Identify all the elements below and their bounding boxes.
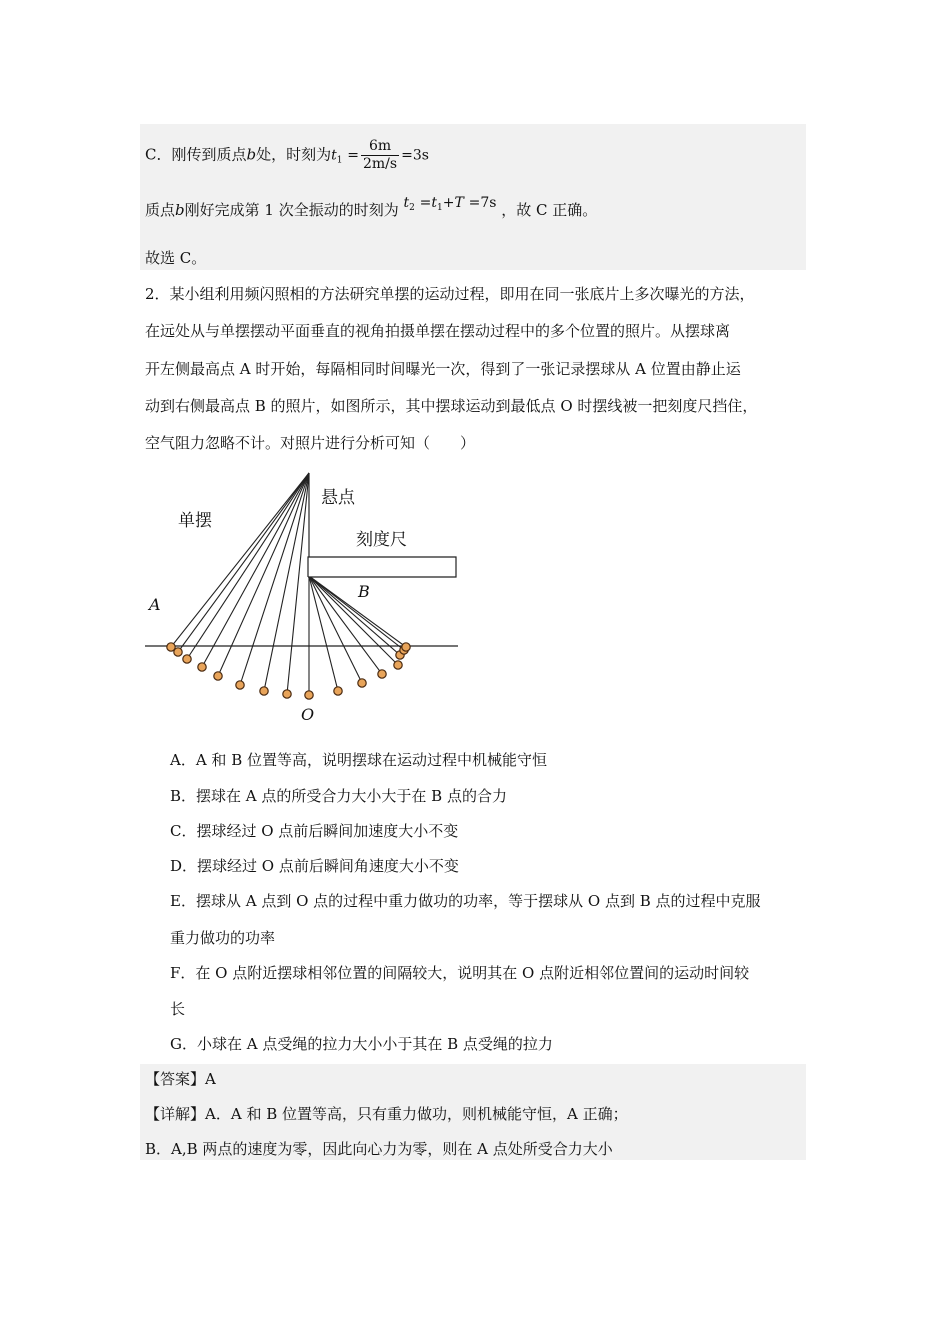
question-line-5: 空气阻力忽略不计。对照片进行分析可知（ ） bbox=[145, 434, 476, 452]
pendulum-string bbox=[309, 576, 362, 683]
label-O: O bbox=[301, 705, 315, 724]
option-e-cont: 重力做功的功率 bbox=[170, 929, 276, 947]
fraction-speed: $\frac{6m}{2m/s}$ bbox=[363, 138, 398, 172]
pendulum-string bbox=[309, 576, 400, 655]
label-pendulum: 单摆 bbox=[178, 511, 212, 531]
answer-value: A bbox=[205, 1070, 216, 1088]
pendulum-ball bbox=[198, 663, 206, 671]
pendulum-strings-left bbox=[171, 473, 309, 695]
pendulum-ball bbox=[260, 687, 268, 695]
pendulum-string bbox=[309, 576, 338, 691]
option-d: D．摆球经过 O 点前后瞬间角速度大小不变 bbox=[170, 857, 459, 875]
pendulum-string bbox=[187, 473, 309, 659]
option-a: A．A 和 B 位置等高，说明摆球在运动过程中机械能守恒 bbox=[170, 751, 547, 769]
pendulum-ball bbox=[334, 687, 342, 695]
option-c: C．摆球经过 O 点前后瞬间加速度大小不变 bbox=[170, 822, 459, 840]
pendulum-ball bbox=[283, 690, 291, 698]
question-number: 2． bbox=[145, 285, 170, 303]
option-f: F．在 O 点附近摆球相邻位置的间隔较大，说明其在 O 点附近相邻位置间的运动时间较 bbox=[170, 964, 750, 982]
prev-solution-conclusion: 故选 C。 bbox=[145, 249, 207, 267]
pendulum-string bbox=[264, 473, 309, 691]
question-line-4: 动到右侧最高点 B 的照片，如图所示，其中摆球运动到最低点 O 时摆线被一把刻度尺挡住， bbox=[145, 397, 758, 415]
question-line-1: 2．某小组利用频闪照相的方法研究单摆的运动过程，即用在同一张底片上多次曝光的方法， bbox=[145, 285, 755, 303]
explanation-line-1: 【详解】A．A 和 B 位置等高，只有重力做功，则机械能守恒，A 正确； bbox=[145, 1105, 628, 1123]
prev-solution-line-c: C．刚传到质点b处，时刻为$t_1$ = $\frac{6m}{2m/s}$ =3s bbox=[145, 138, 429, 172]
option-e: E．摆球从 A 点到 O 点的过程中重力做功的功率，等于摆球从 O 点到 B 点的过程中克服 bbox=[170, 892, 761, 910]
question-line-3: 开左侧最高点 A 时开始，每隔相同时间曝光一次，得到了一张记录摆球从 A 位置由静止运 bbox=[145, 360, 741, 378]
pendulum-balls bbox=[167, 643, 410, 699]
label-B: B bbox=[358, 582, 370, 601]
ruler bbox=[308, 557, 456, 577]
pendulum-string bbox=[171, 473, 309, 647]
pendulum-ball bbox=[402, 643, 410, 651]
label-A: A bbox=[149, 595, 161, 614]
pendulum-ball bbox=[378, 670, 386, 678]
option-g: G．小球在 A 点受绳的拉力大小小于其在 B 点受绳的拉力 bbox=[170, 1035, 553, 1053]
label-pivot: 悬点 bbox=[321, 488, 355, 508]
pendulum-figure bbox=[140, 465, 470, 725]
pendulum-string bbox=[178, 473, 309, 652]
question-line-2: 在远处从与单摆摆动平面垂直的视角拍摄单摆在摆动过程中的多个位置的照片。从摆球离 bbox=[145, 322, 731, 340]
answer-line bbox=[145, 1069, 216, 1089]
pendulum-ball bbox=[214, 672, 222, 680]
option-b: B．摆球在 A 点的所受合力大小大于在 B 点的合力 bbox=[170, 787, 507, 805]
answer-label: 【答案】 bbox=[145, 1070, 206, 1088]
pendulum-ball bbox=[394, 661, 402, 669]
prev-solution-line-2: 质点b刚好完成第 1 次全振动的时刻为 $t_2 =t_1+T =7s$ ，故 C 正确。 bbox=[145, 195, 598, 219]
explanation-label: 【详解】 bbox=[145, 1105, 206, 1123]
explanation-line-2: B．A,B 两点的速度为零，因此向心力为零，则在 A 点处所受合力大小 bbox=[145, 1140, 613, 1158]
pendulum-ball bbox=[305, 691, 313, 699]
pendulum-string bbox=[309, 576, 398, 665]
pendulum-ball bbox=[183, 655, 191, 663]
option-f-cont: 长 bbox=[170, 1000, 186, 1018]
label-ruler: 刻度尺 bbox=[356, 530, 407, 550]
pendulum-ball bbox=[236, 681, 244, 689]
pendulum-ball bbox=[174, 648, 182, 656]
pendulum-ball bbox=[358, 679, 366, 687]
